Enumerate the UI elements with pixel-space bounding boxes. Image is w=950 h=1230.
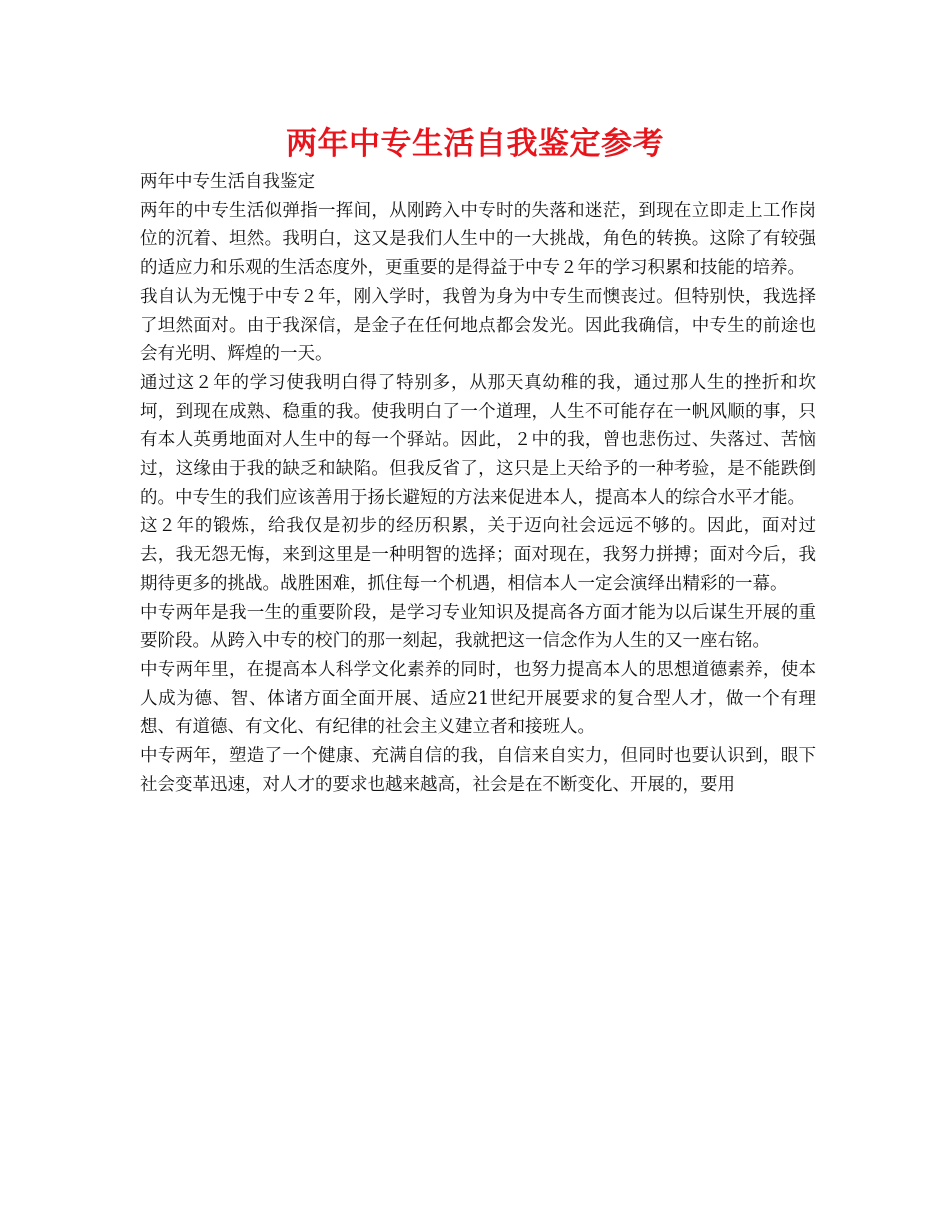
paragraph-1: 两年的中专生活似弹指一挥间，从刚跨入中专时的失落和迷茫，到现在立即走上工作岗位的沉着、坦然。我明白，这又是我们人生中的一大挑战，角色的转换。这除了有较强的适应力和乐观的生活态度外，更重要的是得益于中专２年的学习积累和技能的培养。	[140, 200, 816, 279]
document-subtitle: 两年中专生活自我鉴定	[140, 172, 315, 192]
paragraph-6: 中专两年里，在提高本人科学文化素养的同时，也努力提高本人的思想道德素养，使本人成为德、智、体诸方面全面开展、适应21世纪开展要求的复合型人才，做一个有理想、有道德、有文化、有纪律的社会主义建立者和接班人。	[140, 659, 816, 738]
paragraph-5: 中专两年是我一生的重要阶段，是学习专业知识及提高各方面才能为以后谋生开展的重要阶段。从跨入中专的校门的那一刻起，我就把这一信念作为人生的又一座右铭。	[140, 602, 816, 652]
paragraph-3: 通过这２年的学习使我明白得了特别多，从那天真幼稚的我，通过那人生的挫折和坎坷，到现在成熟、稳重的我。使我明白了一个道理，人生不可能存在一帆风顺的事，只有本人英勇地面对人生中的每一个驿站。因此，２中的我，曾也悲伤过、失落过、苦恼过，这缘由于我的缺乏和缺陷。但我反省了，这只是上天给予的一种考验，是不能跌倒的。中专生的我们应该善用于扬长避短的方法来促进本人，提高本人的综合水平才能。	[140, 372, 816, 508]
document-body	[140, 168, 816, 799]
paragraph-4: 这２年的锻炼，给我仅是初步的经历积累，关于迈向社会远远不够的。因此，面对过去，我无怨无悔，来到这里是一种明智的选择；面对现在，我努力拼搏；面对今后，我期待更多的挑战。战胜困难，抓住每一个机遇，相信本人一定会演绎出精彩的一幕。	[140, 516, 816, 594]
paragraph-2: 我自认为无愧于中专２年，刚入学时，我曾为身为中专生而懊丧过。但特别快，我选择了坦然面对。由于我深信，是金子在任何地点都会发光。因此我确信，中专生的前途也会有光明、辉煌的一天。	[140, 286, 816, 365]
paragraph-7: 中专两年，塑造了一个健康、充满自信的我，自信来自实力，但同时也要认识到，眼下社会变革迅速，对人才的要求也越来越高，社会是在不断变化、开展的，要用	[140, 746, 816, 795]
document-title: 两年中专生活自我鉴定参考	[286, 126, 664, 162]
